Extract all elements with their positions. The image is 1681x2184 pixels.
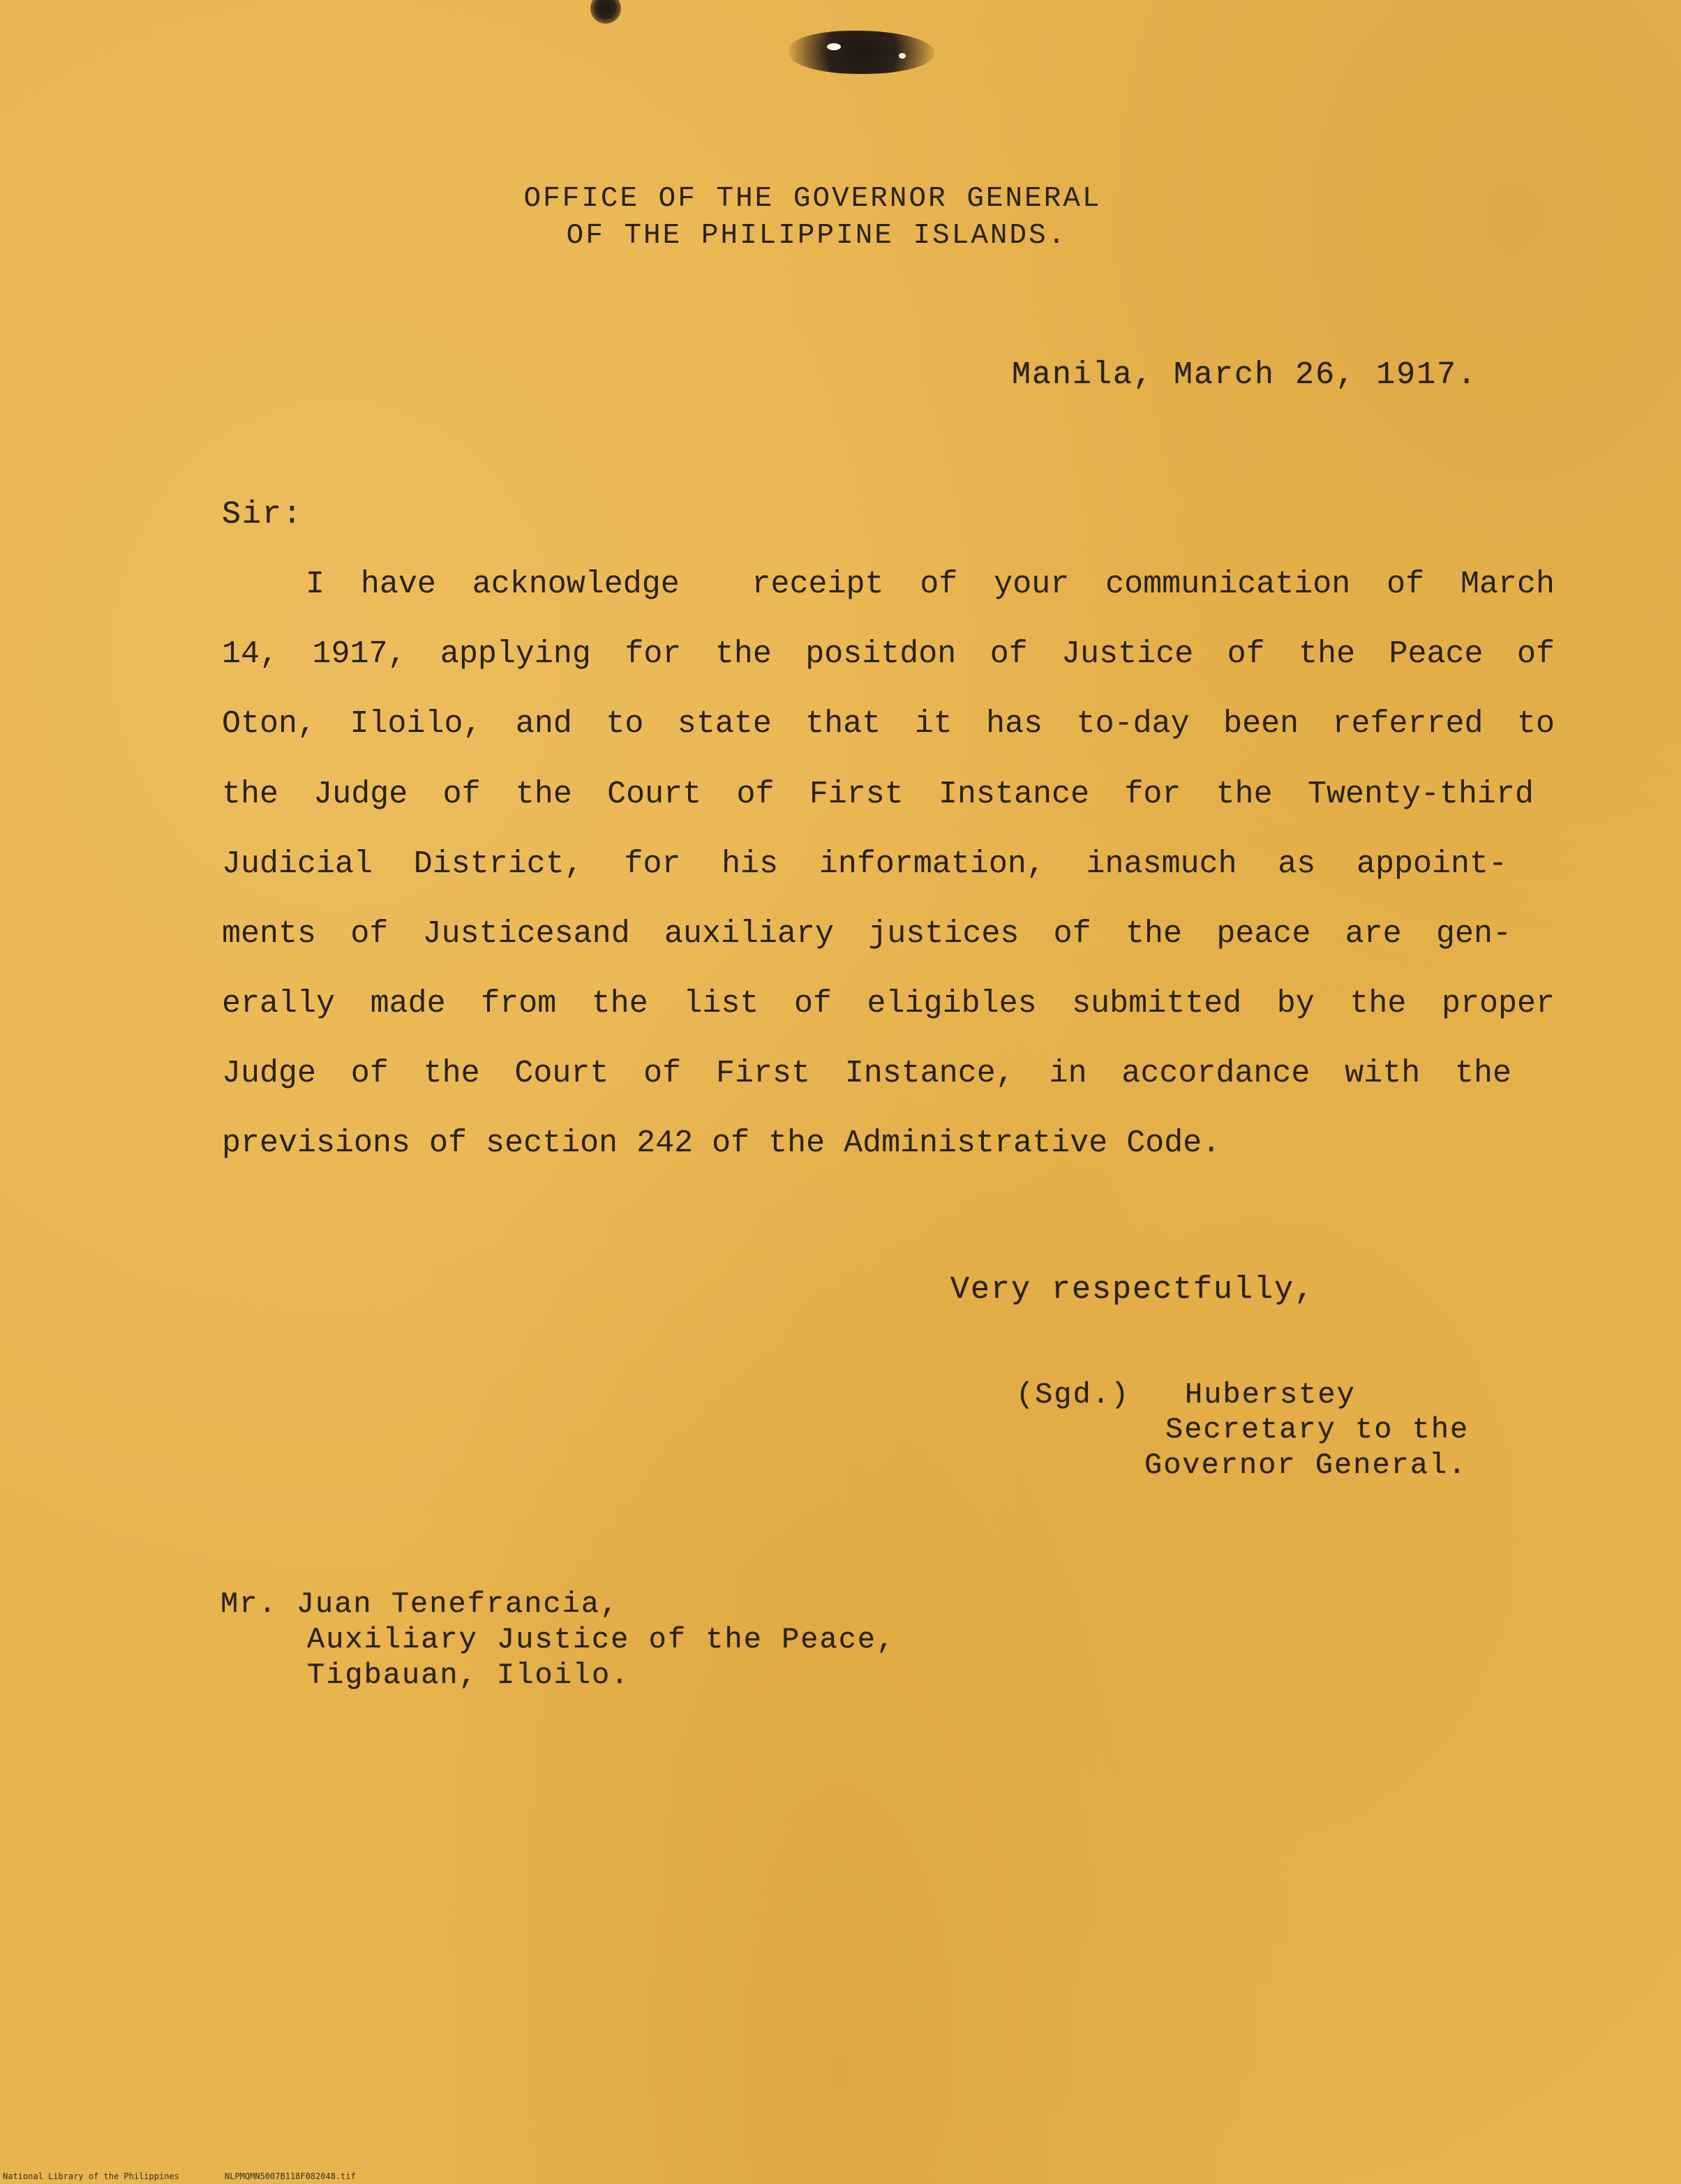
body-line-6: ments of Justicesand auxiliary justices of the peace are gen- — [222, 916, 1511, 952]
body-line-1: I have acknowledge receipt of your communication of March — [306, 567, 1555, 602]
body-line-3: Oton, Iloilo, and to state that it has to-day been referred to — [222, 706, 1555, 742]
addressee-location: Tigbauan, Iloilo. — [307, 1659, 630, 1692]
burn-mark-left — [590, 0, 621, 24]
addressee-position: Auxiliary Justice of the Peace, — [307, 1623, 896, 1656]
letterhead-line-2: OF THE PHILIPPINE ISLANDS. — [566, 220, 1068, 252]
punch-hole-2 — [899, 53, 906, 59]
dateline: Manila, March 26, 1917. — [1012, 357, 1478, 393]
burn-mark-top — [789, 31, 935, 74]
signature-sgd: (Sgd.) — [1016, 1378, 1130, 1412]
addressee-name: Mr. Juan Tenefrancia, — [221, 1587, 620, 1621]
body-line-9: previsions of section 242 of the Administrative Code. — [222, 1125, 1221, 1161]
body-line-2: 14, 1917, applying for the positdon of Justice of the Peace of — [222, 636, 1555, 672]
body-line-7: erally made from the list of eligibles submitted by the proper — [222, 986, 1555, 1022]
salutation: Sir: — [222, 497, 304, 532]
closing: Very respectfully, — [950, 1272, 1315, 1308]
signature-title-line-2: Governor General. — [1144, 1449, 1467, 1482]
body-line-8: Judge of the Court of First Instance, in accordance with the — [222, 1056, 1511, 1091]
body-line-5: Judicial District, for his information, inasmuch as appoint- — [222, 846, 1507, 882]
letterhead-line-1: OFFICE OF THE GOVERNOR GENERAL — [523, 183, 1102, 215]
footer-file: NLPMQMN5007B118F082048.tif — [225, 2171, 356, 2181]
signature-name: Huberstey — [1185, 1378, 1356, 1412]
footer-library: National Library of the Philippines — [3, 2171, 179, 2181]
body-line-4: the Judge of the Court of First Instance for the Twenty-third — [222, 777, 1534, 812]
punch-hole — [827, 43, 841, 50]
signature-title-line-1: Secretary to the — [1165, 1413, 1470, 1446]
